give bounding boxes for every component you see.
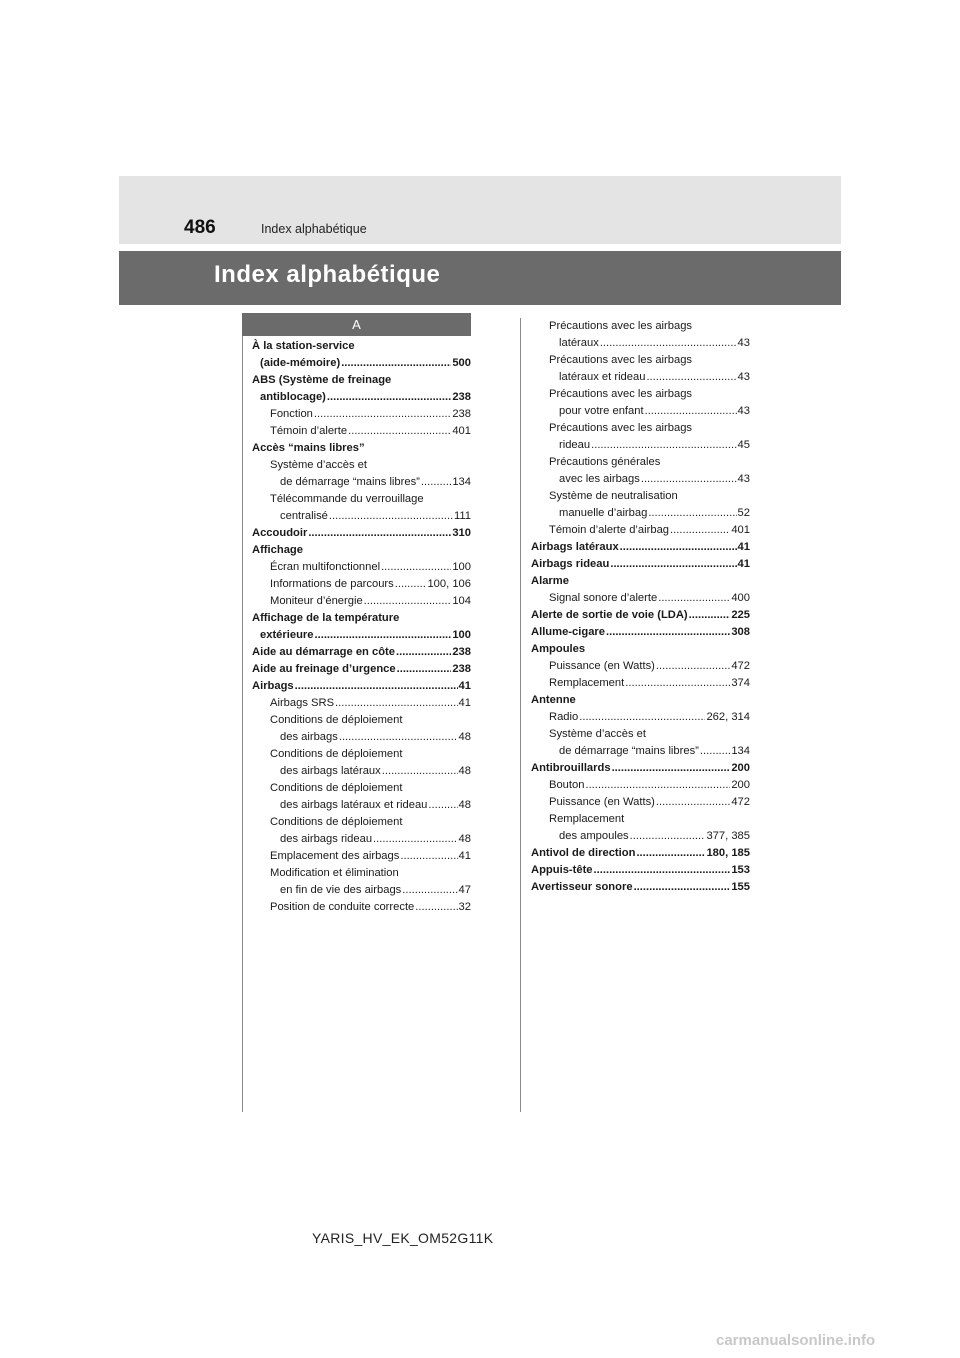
page-title: Index alphabétique <box>214 261 441 288</box>
index-entry-text: Témoin d’alerte d’airbag <box>549 524 670 536</box>
index-entry <box>252 865 471 882</box>
dot-leader <box>400 848 457 865</box>
index-entry <box>531 658 750 675</box>
index-entry-text: latéraux <box>559 337 599 349</box>
index-entry <box>252 729 471 746</box>
index-entry <box>252 491 471 508</box>
index-entry <box>531 675 750 692</box>
index-entry-text: Airbags rideau <box>531 558 610 570</box>
index-entry-text: des airbags latéraux et rideau <box>280 799 428 811</box>
index-entry-text: manuelle d’airbag <box>559 507 648 519</box>
index-entry <box>252 576 471 593</box>
index-entry-text: des airbags <box>280 731 338 743</box>
dot-leader <box>646 369 736 386</box>
dot-leader <box>341 355 451 372</box>
index-entry-text: Précautions générales <box>549 456 661 468</box>
index-entry <box>252 848 471 865</box>
index-entry-text: Conditions de déploiement <box>270 714 403 726</box>
index-entry <box>252 610 471 627</box>
index-entry-text: Alarme <box>531 575 569 587</box>
index-entry <box>252 440 471 457</box>
index-entry-text: Affichage <box>252 544 303 556</box>
dot-leader <box>579 709 705 726</box>
index-entry-text: Aide au démarrage en côte <box>252 646 396 658</box>
index-entry-text: (aide-mémoire) <box>260 357 341 369</box>
index-entry-text: des airbags rideau <box>280 833 373 845</box>
dot-leader <box>634 879 731 896</box>
index-entry-page: 401 <box>731 524 750 536</box>
index-entry-page: 41 <box>737 558 750 570</box>
index-entry-text: Remplacement <box>549 677 625 689</box>
index-entry-page: 238 <box>452 663 471 675</box>
index-entry-page: 43 <box>737 371 750 383</box>
dot-leader <box>612 760 731 777</box>
dot-leader <box>339 729 458 746</box>
index-entry-page: 48 <box>458 833 471 845</box>
running-title: Index alphabétique <box>261 222 367 236</box>
dot-leader <box>689 607 731 624</box>
dot-leader <box>315 627 452 644</box>
index-entry <box>531 335 750 352</box>
dot-leader <box>600 335 737 352</box>
index-entry-page: 48 <box>458 799 471 811</box>
index-entry-text: Conditions de déploiement <box>270 748 403 760</box>
index-entry-text: pour votre enfant <box>559 405 644 417</box>
index-entry <box>252 814 471 831</box>
index-entry-text: centralisé <box>280 510 328 522</box>
index-entry-page: 47 <box>458 884 471 896</box>
index-entry <box>531 556 750 573</box>
index-entry-text: avec les airbags <box>559 473 640 485</box>
index-entry-page: 200 <box>731 779 750 791</box>
index-entry-page: 41 <box>458 697 471 709</box>
index-entry-text: Système d’accès et <box>549 728 647 740</box>
index-entry <box>531 624 750 641</box>
index-entry-page: 374 <box>731 677 750 689</box>
index-entry <box>531 828 750 845</box>
index-entry <box>531 607 750 624</box>
index-entry-page: 238 <box>452 391 471 403</box>
index-entry <box>252 644 471 661</box>
index-entry-text: Airbags <box>252 680 294 692</box>
index-column-right <box>531 318 750 896</box>
index-entry-page: 134 <box>452 476 471 488</box>
index-entry-page: 155 <box>731 881 750 893</box>
index-entry-page: 200 <box>731 762 750 774</box>
index-entry-text: Antivol de direction <box>531 847 636 859</box>
index-entry-text: Airbags SRS <box>270 697 335 709</box>
index-entry <box>531 760 750 777</box>
index-entry-text: Informations de parcours <box>270 578 394 590</box>
index-entry-page: 238 <box>452 646 471 658</box>
dot-leader <box>656 658 730 675</box>
index-entry <box>252 406 471 423</box>
dot-leader <box>670 522 730 539</box>
index-entry-text: Système de neutralisation <box>549 490 678 502</box>
index-entry <box>252 542 471 559</box>
index-entry <box>531 505 750 522</box>
index-entry-page: 45 <box>737 439 750 451</box>
index-entry <box>531 318 750 335</box>
index-entry-page: 308 <box>731 626 750 638</box>
index-entry-text: Précautions avec les airbags <box>549 422 693 434</box>
index-entry <box>531 590 750 607</box>
index-entry-page: 238 <box>452 408 471 420</box>
index-entry-text: Antibrouillards <box>531 762 611 774</box>
index-entry-page: 377, 385 <box>706 830 750 842</box>
dot-leader <box>648 505 736 522</box>
index-entry-text: Affichage de la température <box>252 612 400 624</box>
index-entry-page: 43 <box>737 473 750 485</box>
index-entry-page: 104 <box>452 595 471 607</box>
dot-leader <box>382 763 458 780</box>
index-entry-page: 472 <box>731 796 750 808</box>
dot-leader <box>610 556 736 573</box>
index-entry <box>252 746 471 763</box>
index-entry-text: Position de conduite correcte <box>270 901 415 913</box>
index-entry <box>252 899 471 916</box>
index-entry <box>252 525 471 542</box>
index-entry <box>531 862 750 879</box>
index-entry <box>252 559 471 576</box>
index-entry <box>531 641 750 658</box>
dot-leader <box>329 508 453 525</box>
index-entry-text: ABS (Système de freinage <box>252 374 392 386</box>
index-entry-text: Système d’accès et <box>270 459 368 471</box>
index-entry-text: Modification et élimination <box>270 867 399 879</box>
index-entry <box>531 369 750 386</box>
index-entry-text: en fin de vie des airbags <box>280 884 402 896</box>
dot-leader <box>594 862 731 879</box>
index-entry <box>252 423 471 440</box>
dot-leader <box>381 559 451 576</box>
index-entry-text: Puissance (en Watts) <box>549 660 655 672</box>
index-entry-text: Puissance (en Watts) <box>549 796 655 808</box>
index-entry <box>531 743 750 760</box>
index-entry <box>252 712 471 729</box>
index-entry <box>252 797 471 814</box>
index-entry-page: 153 <box>731 864 750 876</box>
index-entry-page: 134 <box>731 745 750 757</box>
index-entry-text: Ampoules <box>531 643 586 655</box>
index-entry <box>252 780 471 797</box>
index-entry-page: 180, 185 <box>706 847 750 859</box>
index-entry-text: Bouton <box>549 779 585 791</box>
section-letter: A <box>242 313 471 336</box>
dot-leader <box>327 389 451 406</box>
index-entry-text: antiblocage) <box>260 391 326 403</box>
dot-leader <box>348 423 451 440</box>
index-entry-text: Alerte de sortie de voie (LDA) <box>531 609 688 621</box>
index-entry-page: 41 <box>458 850 471 862</box>
index-entry <box>531 386 750 403</box>
index-entry-text: Précautions avec les airbags <box>549 388 693 400</box>
index-entry <box>531 522 750 539</box>
index-entry-text: Remplacement <box>549 813 625 825</box>
index-entry <box>252 355 471 372</box>
index-entry <box>252 508 471 525</box>
dot-leader <box>314 406 451 423</box>
index-entry-text: Emplacement des airbags <box>270 850 400 862</box>
index-entry <box>252 593 471 610</box>
dot-leader <box>606 624 730 641</box>
dot-leader <box>295 678 458 695</box>
index-entry-text: Témoin d’alerte <box>270 425 348 437</box>
dot-leader <box>630 828 706 845</box>
dot-leader <box>335 695 458 712</box>
index-entry <box>252 882 471 899</box>
index-entry <box>531 777 750 794</box>
index-entry <box>531 488 750 505</box>
index-entry-page: 401 <box>452 425 471 437</box>
index-entry <box>252 338 471 355</box>
index-entry <box>531 454 750 471</box>
index-entry-text: de démarrage “mains libres” <box>559 745 699 757</box>
index-entry-page: 400 <box>731 592 750 604</box>
dot-leader <box>641 471 737 488</box>
dot-leader <box>625 675 730 692</box>
right-column-rule <box>520 318 521 1112</box>
index-entry <box>531 811 750 828</box>
index-entry-text: Signal sonore d’alerte <box>549 592 658 604</box>
index-entry <box>252 831 471 848</box>
index-entry <box>252 678 471 695</box>
dot-leader <box>636 845 705 862</box>
index-entry-page: 100, 106 <box>427 578 471 590</box>
index-entry <box>252 457 471 474</box>
index-entry-text: Télécommande du verrouillage <box>270 493 424 505</box>
index-entry <box>531 539 750 556</box>
dot-leader <box>373 831 458 848</box>
dot-leader <box>591 437 736 454</box>
index-entry <box>531 879 750 896</box>
dot-leader <box>656 794 730 811</box>
page-number: 486 <box>184 217 216 238</box>
index-entry <box>531 437 750 454</box>
index-entry-page: 48 <box>458 765 471 777</box>
index-entry <box>252 474 471 491</box>
index-entry <box>252 372 471 389</box>
index-entry-page: 500 <box>452 357 471 369</box>
index-entry-text: latéraux et rideau <box>559 371 646 383</box>
index-entry-text: de démarrage “mains libres” <box>280 476 420 488</box>
index-entry-page: 41 <box>458 680 471 692</box>
index-entry-page: 310 <box>452 527 471 539</box>
header-band <box>119 176 841 244</box>
index-entry <box>252 627 471 644</box>
index-entry-text: Allume-cigare <box>531 626 605 638</box>
watermark: carmanualsonline.info <box>716 1332 876 1349</box>
index-entry-text: Précautions avec les airbags <box>549 354 693 366</box>
index-entry-text: rideau <box>559 439 591 451</box>
index-entry <box>531 573 750 590</box>
index-entry-text: des airbags latéraux <box>280 765 381 777</box>
dot-leader <box>585 777 730 794</box>
dot-leader <box>658 590 730 607</box>
index-entry-text: Conditions de déploiement <box>270 816 403 828</box>
index-entry-text: Appuis-tête <box>531 864 593 876</box>
index-entry <box>531 709 750 726</box>
dot-leader <box>428 797 457 814</box>
dot-leader <box>620 539 737 556</box>
index-entry-text: Aide au freinage d’urgence <box>252 663 396 675</box>
index-entry-page: 262, 314 <box>706 711 750 723</box>
index-entry <box>531 692 750 709</box>
index-entry-text: Précautions avec les airbags <box>549 320 693 332</box>
dot-leader <box>700 743 730 760</box>
index-entry-page: 41 <box>737 541 750 553</box>
dot-leader <box>308 525 451 542</box>
index-entry-page: 100 <box>452 561 471 573</box>
index-entry <box>252 389 471 406</box>
left-column-rule <box>242 336 243 1112</box>
index-entry-text: Conditions de déploiement <box>270 782 403 794</box>
index-entry-page: 472 <box>731 660 750 672</box>
index-entry-page: 111 <box>453 510 471 522</box>
index-entry <box>252 661 471 678</box>
index-entry <box>252 763 471 780</box>
index-entry <box>531 403 750 420</box>
index-entry-page: 32 <box>458 901 471 913</box>
dot-leader <box>415 899 457 916</box>
index-entry-text: Radio <box>549 711 579 723</box>
index-entry <box>531 845 750 862</box>
index-entry-text: Moniteur d’énergie <box>270 595 363 607</box>
index-column-left <box>252 338 471 916</box>
index-entry-page: 43 <box>737 337 750 349</box>
index-entry-page: 100 <box>452 629 471 641</box>
index-entry-text: Fonction <box>270 408 313 420</box>
index-entry <box>531 794 750 811</box>
index-entry-text: Avertisseur sonore <box>531 881 633 893</box>
index-entry <box>531 420 750 437</box>
index-entry-text: Accès “mains libres” <box>252 442 365 454</box>
dot-leader <box>364 593 452 610</box>
index-entry <box>531 471 750 488</box>
index-entry-page: 52 <box>737 507 750 519</box>
index-entry-text: Airbags latéraux <box>531 541 619 553</box>
index-entry <box>252 695 471 712</box>
dot-leader <box>645 403 737 420</box>
index-entry-text: Écran multifonctionnel <box>270 561 381 573</box>
index-entry-page: 43 <box>737 405 750 417</box>
dot-leader <box>395 576 427 593</box>
dot-leader <box>421 474 451 491</box>
dot-leader <box>396 644 451 661</box>
index-entry-text: des ampoules <box>559 830 629 842</box>
index-entry <box>531 726 750 743</box>
index-entry-text: Accoudoir <box>252 527 308 539</box>
index-entry-text: extérieure <box>260 629 314 641</box>
index-entry-page: 48 <box>458 731 471 743</box>
index-entry-text: Antenne <box>531 694 576 706</box>
index-entry-page: 225 <box>731 609 750 621</box>
index-entry-text: À la station-service <box>252 340 355 352</box>
index-entry <box>531 352 750 369</box>
dot-leader <box>397 661 452 678</box>
dot-leader <box>402 882 457 899</box>
document-code: YARIS_HV_EK_OM52G11K <box>312 1230 494 1246</box>
